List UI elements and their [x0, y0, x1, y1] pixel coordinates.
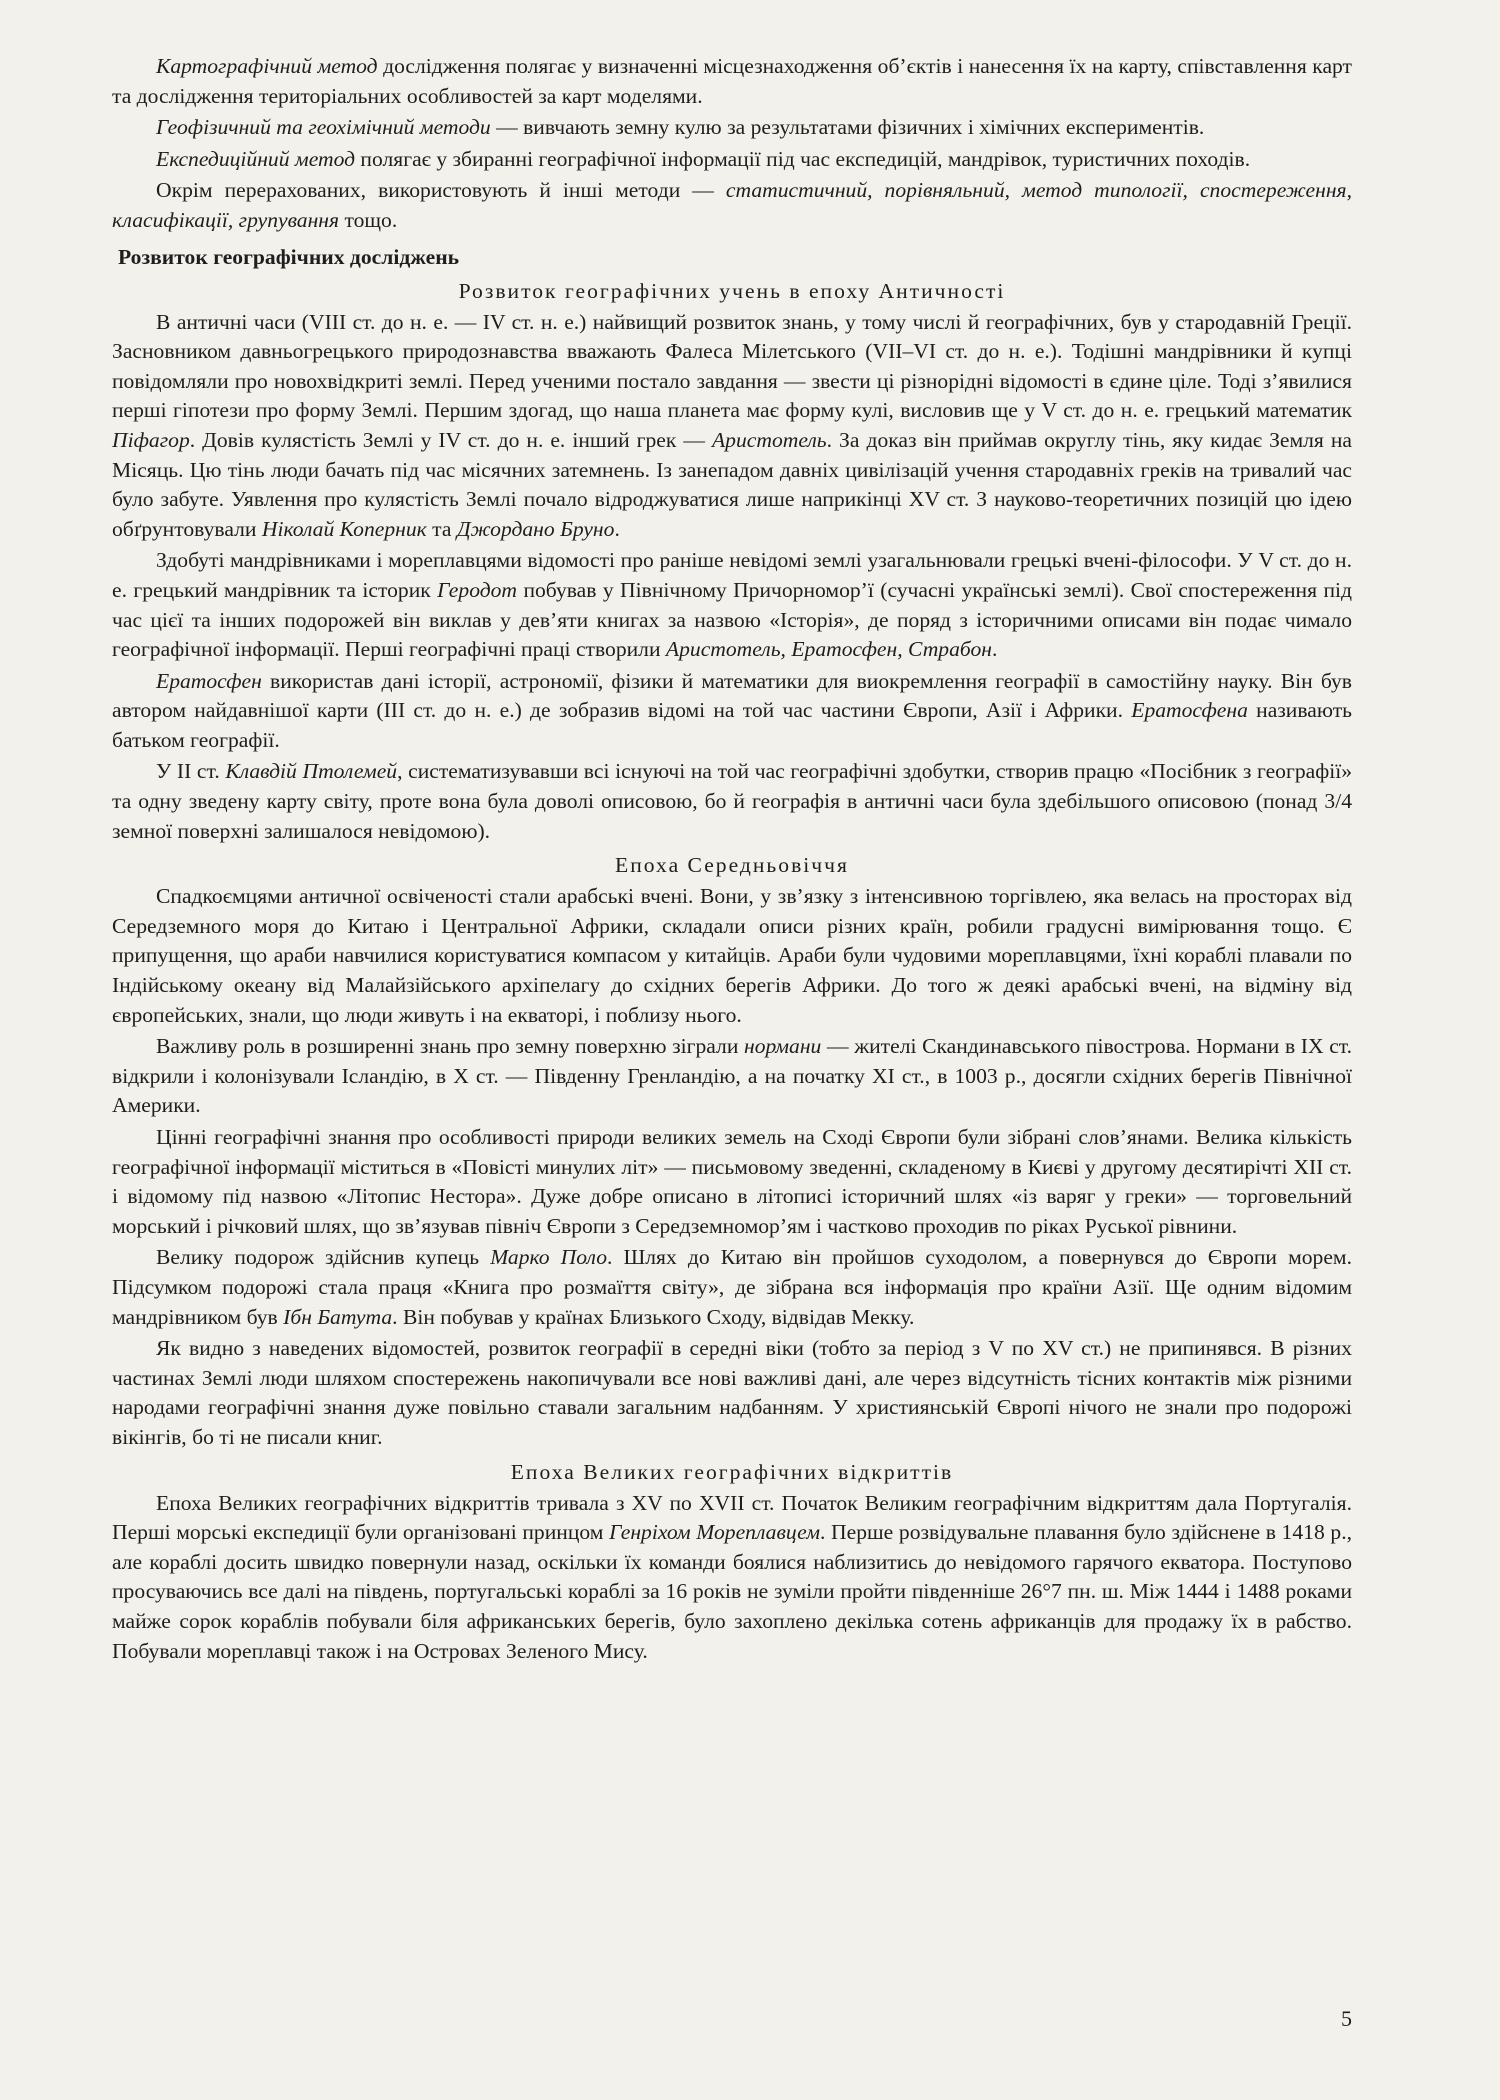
paragraph-antiquity-3: Ератосфен використав дані історії, астрономії, фізики й математики для виокремлення географії в самостійну науку. Він був автором найдавнішої карти (ІІІ ст. до н. е.) де зобразив відомі на той час частини Європи, Азії і Африки. Ератосфена називають батьком географії. [112, 668, 1352, 752]
section-title-middle-ages: Епоха Середньовіччя [615, 853, 849, 878]
term: Картографічний метод [156, 54, 378, 78]
paragraph-middle-ages-3: Цінні географічні знання про особливості природи великих земель на Сході Європи були зібрані слов’янами. Велика кількість географічної інформації міститься в «Повісті минулих літ» — письмовому зведенні, складеному в Києві у другому десятирічті XII ст. і відомому під назвою «Літопис Нестора». Дуже добре описано в літописі історичний шлях «із варяг у греки» — торговельний морський і річковий шлях, що зв’язував північ Європи з Середземномор’ям і частково проходив по ріках Руської рівнини. [112, 1125, 1352, 1238]
paragraph-antiquity-1: В античні часи (VIII ст. до н. е. — IV ст. н. е.) найвищий розвиток знань, у тому числі й географічних, був у стародавній Греції. Засновником давньогрецького природознавства вважають Фалеса Мілетського (VII–VI ст. до н. е.). Тодішні мандрівники й купці повідомляли про новохвідкриті землі. Перед ученими постало завдання — звести ці різнорідні відомості в єдине ціле. Тоді з’явилися перші гіпотези про форму Землі. Першим здогад, що наша планета має форму кулі, висловив ще у V ст. до н. е. грецький математик Піфагор. Довів кулястість Землі у IV ст. до н. е. інший грек — Аристотель. За доказ він приймав округлу тінь, яку кидає Земля на Місяць. Цю тінь люди бачать під час місячних затемнень. Із занепадом давніх цивілізацій учення стародавніх греків на тривалий час було забуте. Уявлення про кулястість Землі почало відроджуватися лише наприкінці XV ст. З науково-теоретичних позицій цю ідею обґрунтовували Ніколай Коперник та Джордано Бруно. [112, 309, 1352, 541]
page-number: 5 [1341, 2006, 1352, 2031]
paragraph-expedition-method: Експедиційний метод полягає у збиранні географічної інформації під час експедицій, мандрівок, туристичних походів. [156, 146, 1251, 171]
term: Експедиційний метод [156, 146, 356, 171]
section-title-discoveries: Епоха Великих географічних відкриттів [510, 1459, 954, 1484]
paragraph-middle-ages-5: Як видно з наведених відомостей, розвиток географії в середні віки (тобто за період з V по XV ст.) не припинявся. В різних частинах Землі люди шляхом спостережень накопичували все нові важливі дані, але через відсутність тісних контактів між різними народами географічні знання дуже повільно ставали загальним надбанням. У християнській Європі нічого не знали про подорожі вікінгів, бо ті не писали книг. [112, 1336, 1352, 1449]
paragraph-antiquity-2: Здобуті мандрівниками і мореплавцями відомості про раніше невідомі землі узагальнювали грецькі вчені-філософи. У V ст. до н. е. грецький мандрівник та історик Геродот побував у Північному Причорномор’ї (сучасні українські землі). Свої спостереження під час цієї та інших подорожей він виклав у дев’яти книгах за назвою «Історія», де поряд з історичними описами він подає чимало географічної інформації. Перші географічні праці створили Аристотель, Ератосфен, Страбон. [112, 548, 1352, 662]
paragraph-middle-ages-4: Велику подорож здійснив купець Марко Поло. Шлях до Китаю він пройшов суходолом, а повернувся до Європи морем. Підсумком подорожі стала праця «Книга про розмаїття світу», де зібрана вся інформація про країни Азії. Ще одним відомим мандрівником був Ібн Батута. Він побував у країнах Близького Сходу, відвідав Мекку. [112, 1245, 1352, 1329]
paragraph-other-methods: Окрім перерахованих, використовують й інші методи — статистичний, порівняльний, метод типології, спостереження, класифікації, групування тощо. [112, 178, 1352, 232]
section-title-antiquity: Розвиток географічних учень в епоху Античності [458, 278, 1006, 303]
paragraph-discoveries-1: Епоха Великих географічних відкриттів тривала з XV по XVII ст. Початок Великим географічним відкриттям дала Португалія. Перші морські експедиції були організовані принцом Генріхом Мореплавцем. Перше розвідувальне плавання було здійснене в 1418 р., але кораблі досить швидко повернули назад, оскільки їх команди боялися наблизитись до невідомого гарячого екватора. Поступово просуваючись все далі на південь, португальські кораблі за 16 років не зуміли пройти південніше 26°7 пн. ш. Між 1444 і 1488 роками майже сорок кораблів побували біля африканських берегів, було захоплено декілька сотень африканців для продажу їх в рабство. Побували мореплавці також і на Островах Зеленого Мису. [112, 1490, 1352, 1663]
section-heading: Розвиток географічних досліджень [118, 244, 460, 269]
paragraph-geophysical-method: Геофізичний та геохімічний методи — вивчають земну кулю за результатами фізичних і хімічних експериментів. [156, 115, 1205, 140]
paragraph-middle-ages-2: Важливу роль в розширенні знань про земну поверхню зіграли нормани — жителі Скандинавського півострова. Нормани в IX ст. відкрили і колонізували Ісландію, в X ст. — Південну Гренландію, а на початку XI ст., в 1003 р., досягли східних берегів Північної Америки. [112, 1034, 1352, 1118]
term: Геофізичний та геохімічний методи [156, 115, 491, 140]
paragraph-antiquity-4: У ІІ ст. Клавдій Птолемей, систематизувавши всі існуючі на той час географічні здобутки, створив працю «Посібник з географії» та одну зведену карту світу, проте вона була доволі описовою, бо й географія в античні часи була здебільшого описовою (понад 3/4 земної поверхні залишалося невідомою). [112, 759, 1352, 843]
paragraph-cartographic-method: Картографічний метод дослідження полягає у визначенні місцезнаходження об’єктів і нанесення їх на карту, співставлення карт та дослідження територіальних особливостей за карт моделями. [112, 54, 1352, 108]
paragraph-middle-ages-1: Спадкоємцями античної освіченості стали арабські вчені. Вони, у зв’язку з інтенсивною торгівлею, яка велась на просторах від Середземного моря до Китаю і Центральної Африки, складали описи різних країн, робили градусні вимірювання тощо. Є припущення, що араби навчилися користуватися компасом у китайців. Араби були чудовими мореплавцями, їхні кораблі плавали по Індійському океану від Малайзійського архіпелагу до східних берегів Африки. До того ж деякі арабські вчені, на відміну від європейських, знали, що люди живуть і на екваторі, і поблизу нього. [112, 884, 1352, 1027]
